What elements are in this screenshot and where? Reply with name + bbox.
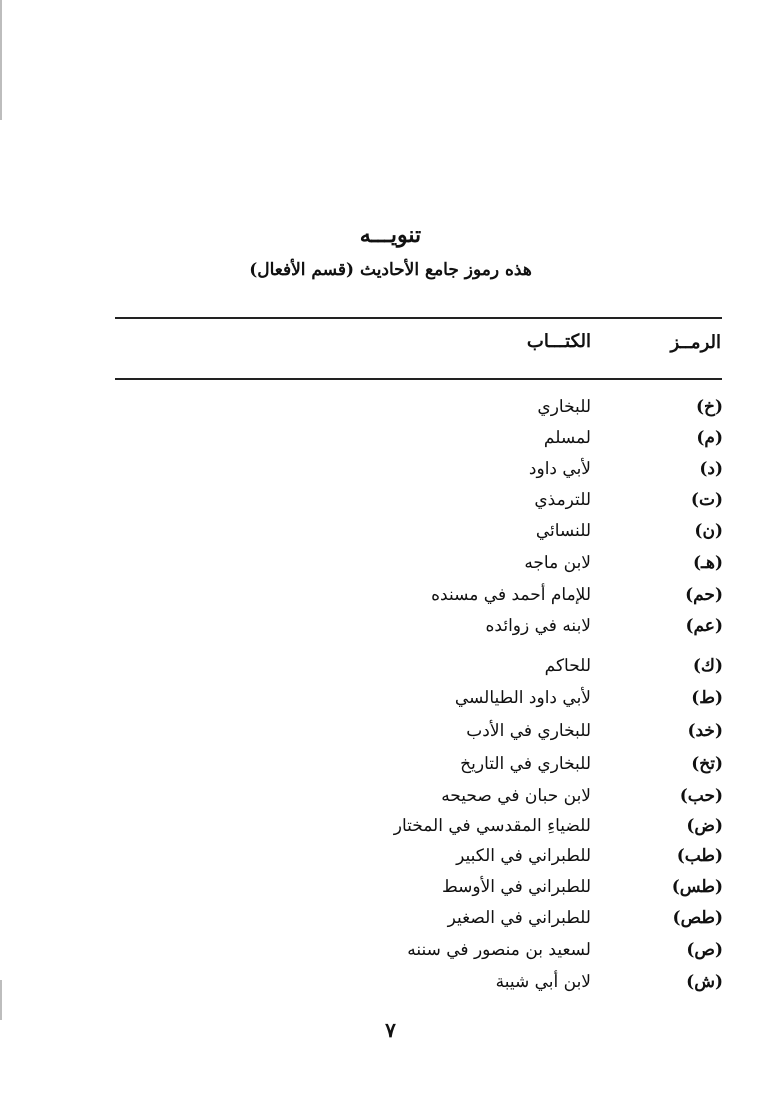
table-row [0, 656, 781, 686]
row-code: (هـ) [692, 553, 723, 573]
table-row [0, 721, 781, 751]
table-row [0, 585, 781, 615]
row-book: للضياءِ المقدسي في المختار [393, 816, 591, 836]
page-subtitle: هذه رموز جامع الأحاديث (قسم الأفعال) [249, 260, 532, 280]
table-row [0, 754, 781, 784]
row-book: للبخاري [537, 397, 591, 417]
row-book: لسعيد بن منصور في سننه [407, 940, 591, 960]
table-row [0, 908, 781, 938]
row-code: (د) [699, 459, 723, 479]
row-book: لأبي داود [528, 459, 591, 479]
row-book: لابن حبان في صحيحه [441, 786, 591, 806]
row-book: لابن ماجه [524, 553, 591, 573]
row-code: (طب) [676, 846, 723, 866]
table-row [0, 428, 781, 458]
row-book: لأبي داود الطيالسي [454, 688, 591, 708]
row-book: للإمام أحمد في مسنده [431, 585, 591, 605]
row-code: (عم) [685, 616, 723, 636]
table-row [0, 616, 781, 646]
page-number: ٧ [385, 1018, 396, 1042]
row-book: لمسلم [543, 428, 591, 448]
row-code: (م) [696, 428, 723, 448]
row-code: (ش) [686, 972, 723, 992]
table-row [0, 816, 781, 846]
row-book: لابنه في زوائده [485, 616, 591, 636]
column-header-code: الرمــز [670, 332, 721, 353]
row-code: (طس) [671, 877, 723, 897]
row-book: للنسائي [535, 521, 591, 541]
row-code: (ط) [691, 688, 723, 708]
row-code: (ن) [694, 521, 723, 541]
row-code: (حم) [685, 585, 723, 605]
table-row [0, 521, 781, 551]
page-title: تنويـــه [359, 222, 422, 248]
row-code: (ض) [686, 816, 723, 836]
row-book: للحاكم [544, 656, 591, 676]
table-row [0, 877, 781, 907]
row-book: للبخاري في التاريخ [460, 754, 591, 774]
row-book: للطبراني في الأوسط [442, 877, 591, 897]
row-code: (ص) [686, 940, 723, 960]
row-code: (حب) [679, 786, 723, 806]
row-code: (طص) [672, 908, 723, 928]
row-code: (تخ) [691, 754, 723, 774]
row-book: للطبراني في الصغير [447, 908, 591, 928]
row-book: للبخاري في الأدب [466, 721, 591, 741]
row-book: للطبراني في الكبير [456, 846, 591, 866]
table-row [0, 940, 781, 970]
table-row [0, 972, 781, 1002]
row-code: (خد) [687, 721, 723, 741]
row-book: للترمذي [534, 490, 591, 510]
table-row [0, 397, 781, 427]
table-row [0, 846, 781, 876]
row-code: (خ) [695, 397, 723, 417]
row-code: (ك) [692, 656, 723, 676]
table-row [0, 553, 781, 583]
table-row [0, 688, 781, 718]
row-code: (ت) [690, 490, 723, 510]
table-row [0, 490, 781, 520]
row-book: لابن أبي شيبة [495, 972, 591, 992]
column-header-book: الكتـــاب [526, 331, 591, 352]
table-row [0, 459, 781, 489]
table-row [0, 786, 781, 816]
